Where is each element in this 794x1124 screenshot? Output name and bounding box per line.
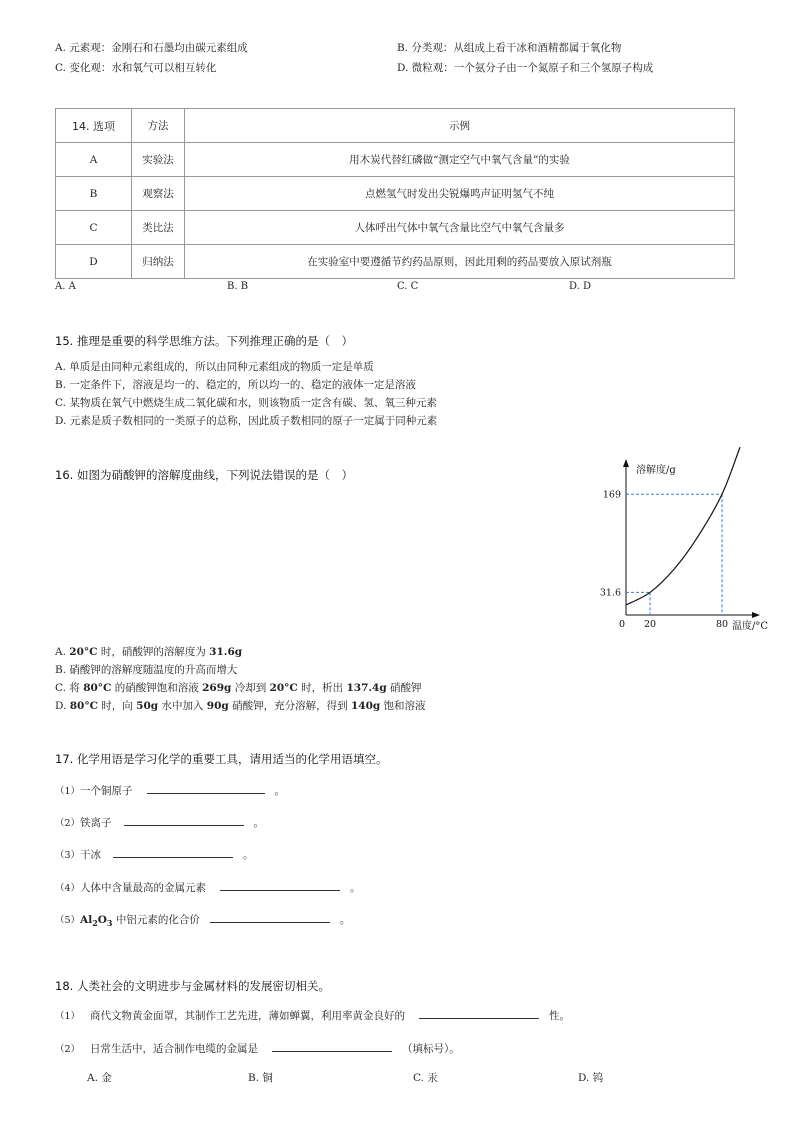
y-tick-label: 169	[602, 489, 621, 501]
q16-d-mass3: 140g	[350, 700, 381, 712]
item-period: 。	[339, 914, 351, 926]
formula-al2o3	[80, 914, 113, 929]
q17-item-3	[55, 847, 254, 862]
x-tick-label: 20	[643, 619, 657, 630]
q16-c-mass2: 137.4g	[346, 682, 387, 694]
item-after: （填标号）。	[402, 1043, 460, 1055]
q16-d-temp: 80°C	[69, 700, 98, 712]
q16-a-text: 时，硝酸钾的溶解度为	[97, 646, 210, 658]
x-tick-label: 0	[618, 619, 626, 630]
item-number: （2）	[55, 1044, 81, 1055]
q14-answer-b: B. B	[227, 281, 249, 292]
q16-c-temp1: 80°C	[83, 682, 112, 694]
x-axis-arrow	[752, 612, 760, 618]
q13-option-c: C. 变化观：水和氧气可以相互转化	[55, 62, 217, 74]
q16-d-text2: 水中加入	[158, 700, 207, 712]
item-text: 商代文物黄金面罩，其制作工艺先进，薄如蝉翼，利用率黄金良好的	[90, 1010, 406, 1022]
q17-item-4	[55, 880, 361, 895]
item-period: 。	[243, 849, 254, 861]
x-tick-label: 80	[715, 619, 729, 630]
answer-blank[interactable]	[124, 816, 244, 826]
q16-d-text3: 硝酸钾，充分溶解，得到	[228, 700, 351, 712]
q16-d-prefix: D.	[55, 700, 70, 712]
item-text: 一个铜原子	[80, 785, 133, 797]
answer-blank[interactable]	[419, 1009, 539, 1019]
q16-c-text2: 冷却到	[231, 682, 270, 694]
q14-row-example: 用木炭代替红磷做“测定空气中氧气含量”的实验	[185, 143, 735, 177]
item-number: （5）	[55, 915, 81, 926]
item-number: （4）	[55, 883, 81, 894]
q13-option-b: B. 分类观：从组成上看干冰和酒精都属于氧化物	[397, 42, 622, 54]
q16-d-mass2: 90g	[206, 700, 229, 712]
table-row	[56, 143, 735, 177]
item-number: （2）	[55, 818, 81, 829]
q14-row-option: A	[56, 143, 132, 177]
q17-title: 17. 化学用语是学习化学的重要工具，请用适当的化学用语填空。	[55, 752, 388, 766]
q13-option-a: A. 元素观：金刚石和石墨均由碳元素组成	[55, 42, 248, 54]
q18-option-a: A. 金	[87, 1072, 112, 1084]
q16-c-temp2: 20°C	[269, 682, 298, 694]
item-number: （1）	[55, 786, 81, 797]
table-row	[56, 245, 735, 279]
q15-title: 15. 推理是重要的科学思维方法。下列推理正确的是（ ）	[55, 334, 353, 348]
q16-c-text4: 硝酸钾	[386, 682, 422, 694]
q18-option-c: C. 汞	[413, 1072, 438, 1084]
q15-option-a: A. 单质是由同种元素组成的，所以由同种元素组成的物质一定是单质	[55, 361, 374, 373]
q14-answer-d: D. D	[569, 281, 592, 292]
item-text: 干冰	[80, 849, 102, 861]
q14-row-option: B	[56, 177, 132, 211]
item-text: 中铝元素的化合价	[112, 914, 200, 926]
q17-item-5	[55, 912, 350, 928]
q14-row-example: 点燃氢气时发出尖锐爆鸣声证明氢气不纯	[185, 177, 735, 211]
item-text: 日常生活中，适合制作电缆的金属是	[90, 1043, 259, 1055]
item-after: 性。	[549, 1010, 571, 1022]
q16-c-text3: 时，析出	[297, 682, 347, 694]
solubility-curve-chart	[590, 455, 769, 635]
q16-d-text4: 饱和溶液	[380, 700, 426, 712]
q14-row-option: C	[56, 211, 132, 245]
q14-row-method: 类比法	[132, 211, 185, 245]
y-axis-arrow	[623, 459, 629, 467]
q16-a-value: 31.6g	[209, 646, 243, 658]
item-period: 。	[350, 882, 361, 894]
table-row	[56, 177, 735, 211]
answer-blank[interactable]	[220, 881, 340, 891]
q16-option-a	[55, 644, 242, 659]
q14-row-method: 实验法	[132, 143, 185, 177]
answer-blank[interactable]	[272, 1042, 392, 1052]
q13-option-d: D. 微粒观：一个氨分子由一个氮原子和三个氢原子构成	[397, 62, 654, 74]
q18-item-2	[55, 1041, 460, 1056]
x-axis-label: 温度/°C	[732, 621, 769, 632]
q14-row-example: 在实验室中要遵循节约药品原则，因此用剩的药品要放入原试剂瓶	[185, 245, 735, 279]
answer-blank[interactable]	[210, 913, 330, 923]
q16-title: 16. 如图为硝酸钾的溶解度曲线，下列说法错误的是（ ）	[55, 468, 353, 482]
q15-option-d: D. 元素是质子数相同的一类原子的总称，因此质子数相同的原子一定属于同种元素	[55, 415, 438, 427]
item-period: 。	[274, 785, 286, 797]
q14-header-option: 14. 选项	[56, 109, 132, 143]
q14-table	[55, 108, 735, 279]
y-tick-label: 31.6	[599, 587, 621, 599]
formula-sub-2: 2	[92, 918, 98, 929]
q16-d-mass1: 50g	[136, 700, 159, 712]
answer-blank[interactable]	[147, 784, 265, 794]
q16-c-prefix: C. 将	[55, 682, 84, 694]
q14-table-header-row	[56, 109, 735, 143]
item-text: 铁离子	[80, 817, 112, 829]
q15-option-b: B. 一定条件下，溶液是均一的、稳定的，所以均一的、稳定的液体一定是溶液	[55, 379, 416, 391]
q14-answer-a: A. A	[55, 281, 76, 292]
q14-row-option: D	[56, 245, 132, 279]
q16-a-temp: 20°C	[69, 646, 98, 658]
q15-option-c: C. 某物质在氧气中燃烧生成二氧化碳和水，则该物质一定含有碳、氢、氧三种元素	[55, 397, 437, 409]
q16-option-d	[55, 698, 426, 713]
q16-c-mass1: 269g	[202, 682, 232, 694]
q16-a-prefix: A.	[55, 646, 70, 658]
item-period: 。	[253, 817, 265, 829]
formula-sub-3: 3	[106, 918, 113, 929]
q18-option-b: B. 铜	[248, 1072, 273, 1084]
item-number: （1）	[55, 1011, 81, 1022]
q18-item-1	[55, 1008, 570, 1023]
q17-item-2	[55, 815, 264, 830]
q17-item-1	[55, 783, 285, 798]
item-text: 人体中含量最高的金属元素	[80, 882, 207, 894]
table-row	[56, 211, 735, 245]
y-axis-label: 溶解度/g	[636, 465, 676, 476]
q16-d-text1: 时，向	[97, 700, 137, 712]
q14-header-example: 示例	[185, 109, 735, 143]
q16-option-c	[55, 680, 422, 695]
q18-title: 18. 人类社会的文明进步与金属材料的发展密切相关。	[55, 979, 330, 993]
q14-header-method: 方法	[132, 109, 185, 143]
q14-row-method: 观察法	[132, 177, 185, 211]
answer-blank[interactable]	[113, 848, 233, 858]
q14-row-method: 归纳法	[132, 245, 185, 279]
q14-row-example: 人体呼出气体中氧气含量比空气中氧气含量多	[185, 211, 735, 245]
formula-al: Al	[80, 914, 93, 926]
q14-answer-c: C. C	[397, 281, 419, 292]
item-number: （3）	[55, 850, 81, 861]
q16-c-text1: 的硝酸钾饱和溶液	[111, 682, 203, 694]
q18-option-d: D. 钨	[578, 1072, 604, 1084]
q16-option-b: B. 硝酸钾的溶解度随温度的升高而增大	[55, 664, 238, 676]
formula-o: O	[97, 914, 107, 926]
